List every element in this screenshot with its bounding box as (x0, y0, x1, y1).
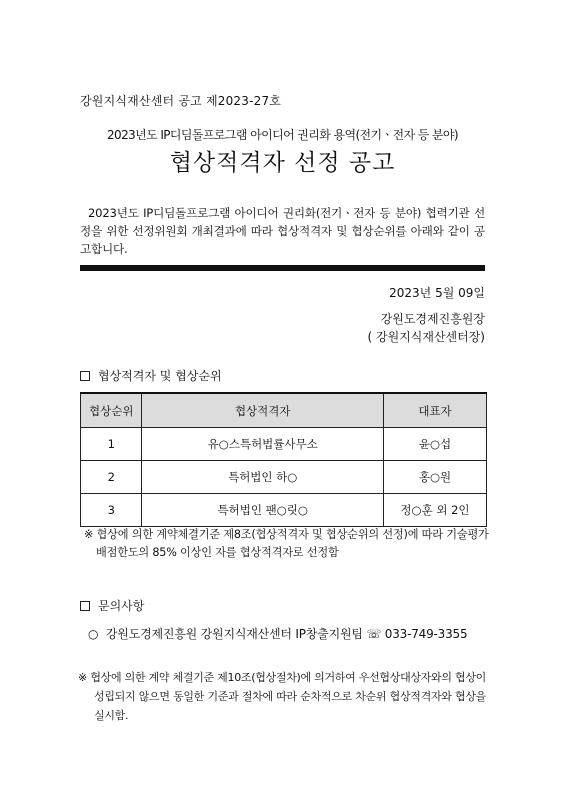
contact-text: 강원도경제진흥원 강원지식재산센터 IP창출지원팀 ☏ 033-749-3355 (105, 627, 468, 641)
bullet-icon: ○ (88, 627, 99, 641)
intro-text: 2023년도 IP디딤돌프로그램 아이디어 권리화(전기ㆍ전자 등 분야) 협력기관 선정을 위한 선정위원회 개최결과에 따라 협상적격자 및 협상순위를 아래와 같이 공고합니다. (80, 206, 485, 256)
announcement-date: 2023년 5월 09일 (389, 286, 485, 300)
cell-rank: 2 (81, 461, 142, 494)
table-row (81, 461, 487, 494)
cell-candidate: 특허법인 팬○릿○ (142, 494, 384, 527)
cell-representative: 윤○섭 (383, 428, 486, 461)
results-table (80, 392, 487, 527)
cell-rank: 1 (81, 428, 142, 461)
divider (80, 265, 485, 271)
table-note (84, 526, 489, 562)
issuer-subname: ( 강원지식재산센터장) (367, 330, 485, 344)
cell-rank: 3 (81, 494, 142, 527)
table-note-text: ※ 협상에 의한 계약체결기준 제8조(협상적격자 및 협상순위의 선정)에 따라 기술평가 배점한도의 85% 이상인 자를 협상적격자로 선정함 (84, 528, 489, 559)
cell-representative: 정○훈 외 2인 (383, 494, 486, 527)
subtitle: 2023년도 IP디딤돌프로그램 아이디어 권리화 용역(전기ㆍ전자 등 분야) (107, 128, 458, 142)
checkbox-icon (80, 601, 90, 611)
notice-number: 강원지식재산센터 공고 제2023-27호 (80, 94, 282, 108)
table-row (81, 428, 487, 461)
section-heading-text: 문의사항 (98, 599, 145, 613)
header-representative: 대표자 (383, 393, 486, 428)
section-heading-text: 협상적격자 및 협상순위 (98, 369, 222, 383)
intro-paragraph (80, 204, 485, 258)
header-rank: 협상순위 (81, 393, 142, 428)
page-title: 협상적격자 선정 공고 (169, 150, 396, 176)
footnote (78, 668, 486, 725)
contact-line (88, 625, 471, 642)
cell-candidate: 유○스특허법률사무소 (142, 428, 384, 461)
section-heading-results (80, 367, 222, 384)
cell-representative: 홍○원 (383, 461, 486, 494)
table-row (81, 494, 487, 527)
table-header-row (81, 393, 487, 428)
issuer-name: 강원도경제진흥원장 (380, 312, 485, 326)
checkbox-icon (80, 371, 90, 381)
footnote-text: ※ 협상에 의한 계약 체결기준 제10조(협상절차)에 의거하여 우선협상대상자와의 협상이 성립되지 않으면 동일한 기준과 절차에 따라 순차적으로 차순위 협상적격자와 협상을 실시함. (78, 671, 486, 722)
cell-candidate: 특허법인 하○ (142, 461, 384, 494)
header-candidate: 협상적격자 (142, 393, 384, 428)
section-heading-contact (80, 597, 144, 614)
